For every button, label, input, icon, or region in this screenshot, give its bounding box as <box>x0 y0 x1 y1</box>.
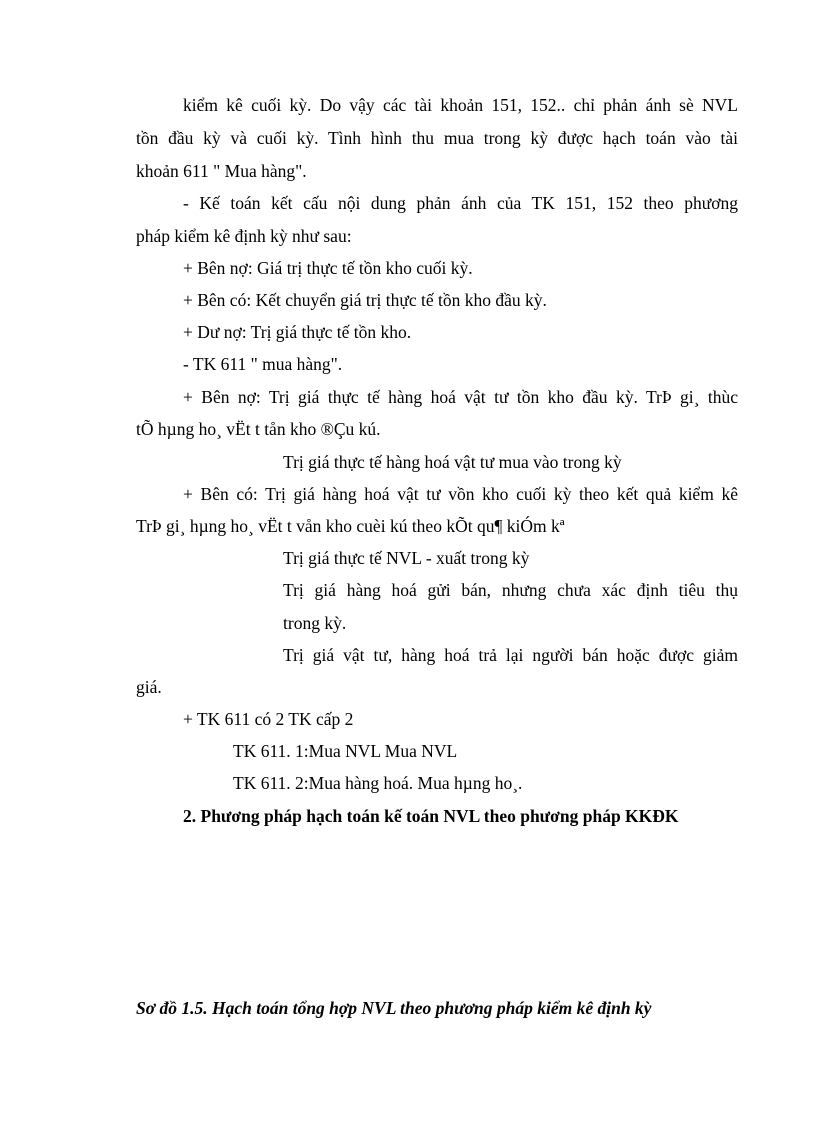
paragraph-line: Trị giá hàng hoá gửi bán, nhưng chưa xác định tiêu thụ <box>283 580 738 600</box>
paragraph-line: - Kế toán kết cấu nội dung phản ánh của TK 151, 152 theo phương <box>183 193 738 213</box>
paragraph-line: + Bên có: Trị giá hàng hoá vật tư vồn kho cuối kỳ theo kết quả kiểm kê <box>183 484 738 504</box>
paragraph-line: TK 611. 2:Mua hàng hoá. Mua hµng ho¸. <box>233 773 523 793</box>
paragraph-line: + Dư nợ: Trị giá thực tế tồn kho. <box>183 322 412 342</box>
paragraph-line: Trị giá thực tế hàng hoá vật tư mua vào trong kỳ <box>283 452 622 472</box>
paragraph-line: + Bên nợ: Trị giá thực tế hàng hoá vật tư tồn kho đầu kỳ. TrÞ gi¸ thùc <box>183 387 738 407</box>
paragraph-line: kiểm kê cuối kỳ. Do vậy các tài khoản 151, 152.. chỉ phản ánh sè NVL <box>183 95 738 115</box>
paragraph-line: Trị giá vật tư, hàng hoá trả lại người bán hoặc được giảm <box>283 645 738 665</box>
paragraph-line: TK 611. 1:Mua NVL Mua NVL <box>233 741 458 761</box>
paragraph-line: + Bên có: Kết chuyển giá trị thực tế tồn kho đầu kỳ. <box>183 290 547 310</box>
paragraph-line: trong kỳ. <box>283 613 347 633</box>
paragraph-line: tÕ hµng ho¸ vËt t tån kho ®Çu kú. <box>136 419 381 439</box>
figure-caption: Sơ đồ 1.5. Hạch toán tổng hợp NVL theo phương pháp kiểm kê định kỳ <box>136 998 652 1018</box>
paragraph-line: - TK 611 " mua hàng". <box>183 354 343 374</box>
paragraph-line: Trị giá thực tế NVL - xuất trong kỳ <box>283 548 530 568</box>
paragraph-line: TrÞ gi¸ hµng ho¸ vËt t vån kho cuèi kú theo kÕt qu¶ kiÓm kª <box>136 516 565 536</box>
paragraph-line: giá. <box>136 677 162 697</box>
paragraph-line: + Bên nợ: Giá trị thực tế tồn kho cuối kỳ. <box>183 258 473 278</box>
section-heading: 2. Phương pháp hạch toán kế toán NVL theo phương pháp KKĐK <box>183 806 679 826</box>
paragraph-line: khoản 611 " Mua hàng". <box>136 161 307 181</box>
paragraph-line: tồn đầu kỳ và cuối kỳ. Tình hình thu mua trong kỳ được hạch toán vào tài <box>136 128 738 148</box>
paragraph-line: + TK 611 có 2 TK cấp 2 <box>183 709 354 729</box>
paragraph-line: pháp kiểm kê định kỳ như sau: <box>136 226 352 246</box>
